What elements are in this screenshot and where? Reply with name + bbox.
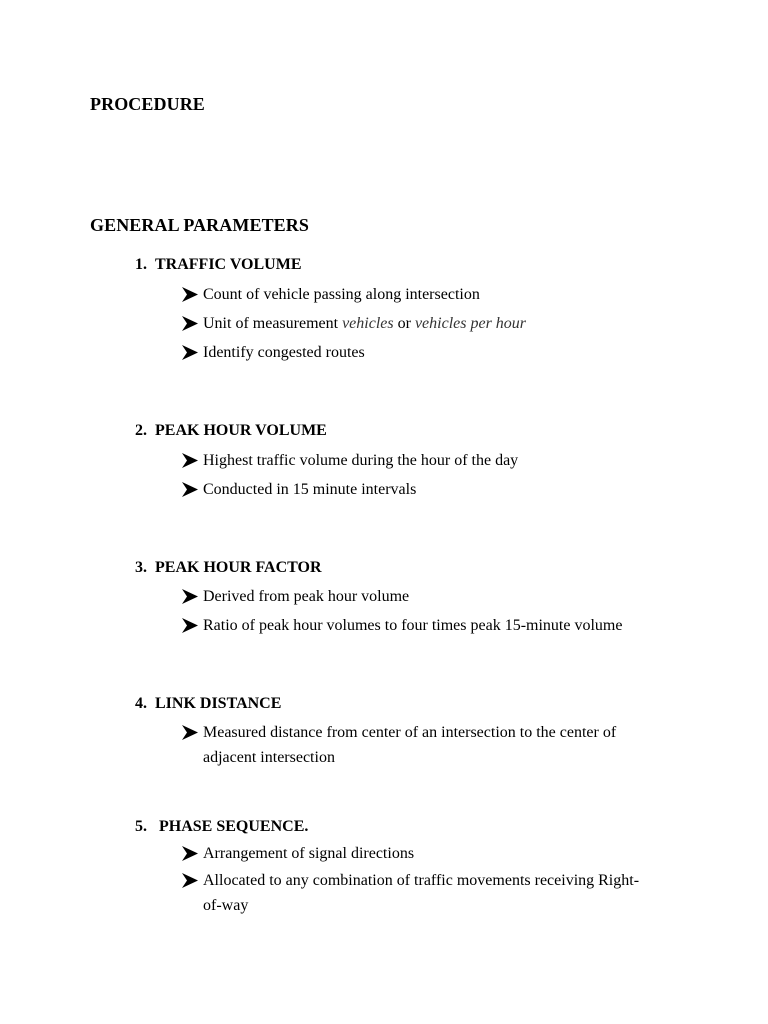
list-item bbox=[181, 868, 651, 918]
section-title-text: LINK DISTANCE bbox=[155, 695, 282, 712]
bullet-text: Identify congested routes bbox=[203, 344, 365, 361]
bullet-text: Arrangement of signal directions bbox=[203, 845, 415, 862]
list-item bbox=[181, 584, 681, 609]
arrowhead-bullet-icon bbox=[181, 588, 199, 605]
general-parameters-heading: GENERAL PARAMETERS bbox=[90, 215, 309, 235]
section-title bbox=[135, 818, 308, 836]
bullet-text: Allocated to any combination of traffic movements receiving Right-of-way bbox=[203, 872, 640, 914]
arrowhead-bullet-icon bbox=[181, 617, 199, 634]
unit-vehicles-per-hour: vehicles per hour bbox=[414, 315, 527, 332]
list-item bbox=[181, 613, 681, 638]
procedure-heading: PROCEDURE bbox=[90, 94, 205, 114]
section-number: 2. bbox=[135, 422, 147, 439]
unit-vehicles: vehicles bbox=[342, 315, 394, 332]
arrowhead-bullet-icon bbox=[181, 481, 199, 498]
arrowhead-bullet-icon bbox=[181, 452, 199, 469]
arrowhead-bullet-icon bbox=[181, 845, 199, 862]
list-item bbox=[181, 340, 681, 365]
section-number: 3. bbox=[135, 559, 147, 576]
section-title bbox=[135, 422, 327, 440]
list-item bbox=[181, 282, 681, 307]
section-title-text: PEAK HOUR FACTOR bbox=[155, 559, 322, 576]
list-item bbox=[181, 477, 681, 502]
bullet-text: Derived from peak hour volume bbox=[203, 588, 410, 605]
unit-joiner: or bbox=[393, 315, 415, 332]
list-item bbox=[181, 841, 681, 866]
list-item bbox=[181, 720, 651, 770]
list-item bbox=[181, 311, 681, 336]
section-number: 4. bbox=[135, 695, 147, 712]
section-title-text: PHASE SEQUENCE. bbox=[159, 818, 309, 835]
unit-label: Unit of measurement bbox=[203, 315, 339, 332]
arrowhead-bullet-icon bbox=[181, 344, 199, 361]
section-number: 5. bbox=[135, 818, 147, 835]
section-title-text: TRAFFIC VOLUME bbox=[155, 256, 302, 273]
bullet-text: Ratio of peak hour volumes to four times peak 15-minute volume bbox=[203, 617, 623, 634]
bullet-text: Measured distance from center of an intersection to the center of adjacent intersection bbox=[203, 724, 617, 766]
section-title bbox=[135, 256, 302, 274]
bullet-text-unit bbox=[181, 311, 681, 336]
list-item bbox=[181, 448, 681, 473]
section-title-text: PEAK HOUR VOLUME bbox=[155, 422, 327, 439]
section-number: 1. bbox=[135, 256, 147, 273]
bullet-text: Highest traffic volume during the hour of the day bbox=[203, 452, 519, 469]
arrowhead-bullet-icon bbox=[181, 872, 199, 889]
section-title bbox=[135, 559, 322, 577]
bullet-text: Conducted in 15 minute intervals bbox=[203, 481, 417, 498]
arrowhead-bullet-icon bbox=[181, 724, 199, 741]
arrowhead-bullet-icon bbox=[181, 315, 199, 332]
bullet-text: Count of vehicle passing along intersection bbox=[203, 286, 480, 303]
section-title bbox=[135, 695, 281, 713]
arrowhead-bullet-icon bbox=[181, 286, 199, 303]
